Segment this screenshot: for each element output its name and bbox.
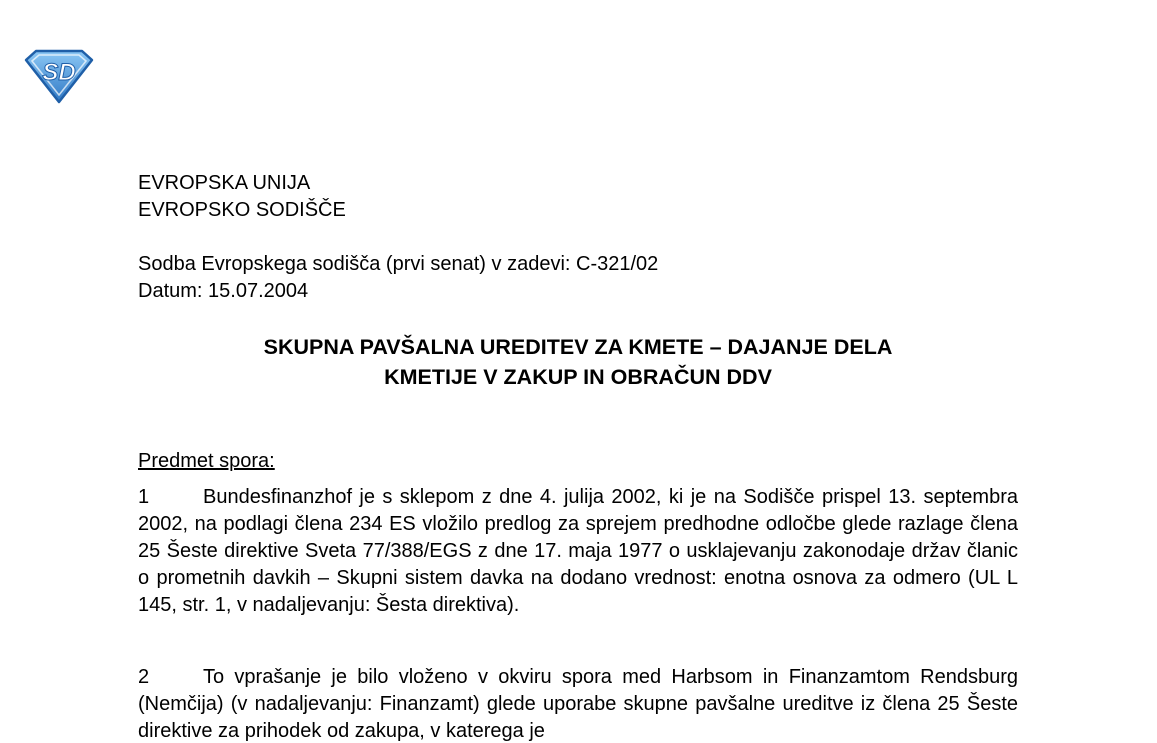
- case-reference: Sodba Evropskega sodišča (prvi senat) v zadevi: C-321/02: [138, 253, 659, 275]
- title-line-1: SKUPNA PAVŠALNA UREDITEV ZA KMETE – DAJANJE DELA: [263, 335, 893, 359]
- section-heading: Predmet spora:: [138, 450, 275, 472]
- paragraph-number: 1: [138, 486, 150, 508]
- header-line-2: EVROPSKO SODIŠČE: [138, 199, 346, 221]
- paragraph-text: To vprašanje je bilo vloženo v okviru spora med Harbsom in Finanzamtom Rendsburg (Nemčija) (v nadaljevanju: Finanzamt) glede uporabe skupne pavšalne ureditve iz člena 25 Šeste direktive za prihodek od zakupa, v katerega je: [138, 666, 1018, 742]
- paragraph-1: [138, 484, 1018, 619]
- paragraph-2: [138, 664, 1018, 743]
- header-line-1: EVROPSKA UNIJA: [138, 172, 311, 194]
- title-line-2: KMETIJE V ZAKUP IN OBRAČUN DDV: [384, 365, 772, 389]
- document-title: [138, 332, 1018, 392]
- paragraph-number: 2: [138, 666, 150, 688]
- case-date: Datum: 15.07.2004: [138, 280, 309, 302]
- sd-shield-logo-icon: [22, 48, 96, 104]
- logo-text: SD: [42, 59, 76, 86]
- paragraph-text: Bundesfinanzhof je s sklepom z dne 4. julija 2002, ki je na Sodišče prispel 13. septembra 2002, na podlagi člena 234 ES vložilo predlog za sprejem predhodne odločbe glede razlage člena 25 Šeste direktive Sveta 77/388/EGS z dne 17. maja 1977 o usklajevanju zakonodaje držav članic o prometnih davkih – Skupni sistem davka na dodano vrednost: enotna osnova za odmero (UL L 145, str. 1, v nadaljevanju: Šesta direktiva).: [138, 486, 1018, 616]
